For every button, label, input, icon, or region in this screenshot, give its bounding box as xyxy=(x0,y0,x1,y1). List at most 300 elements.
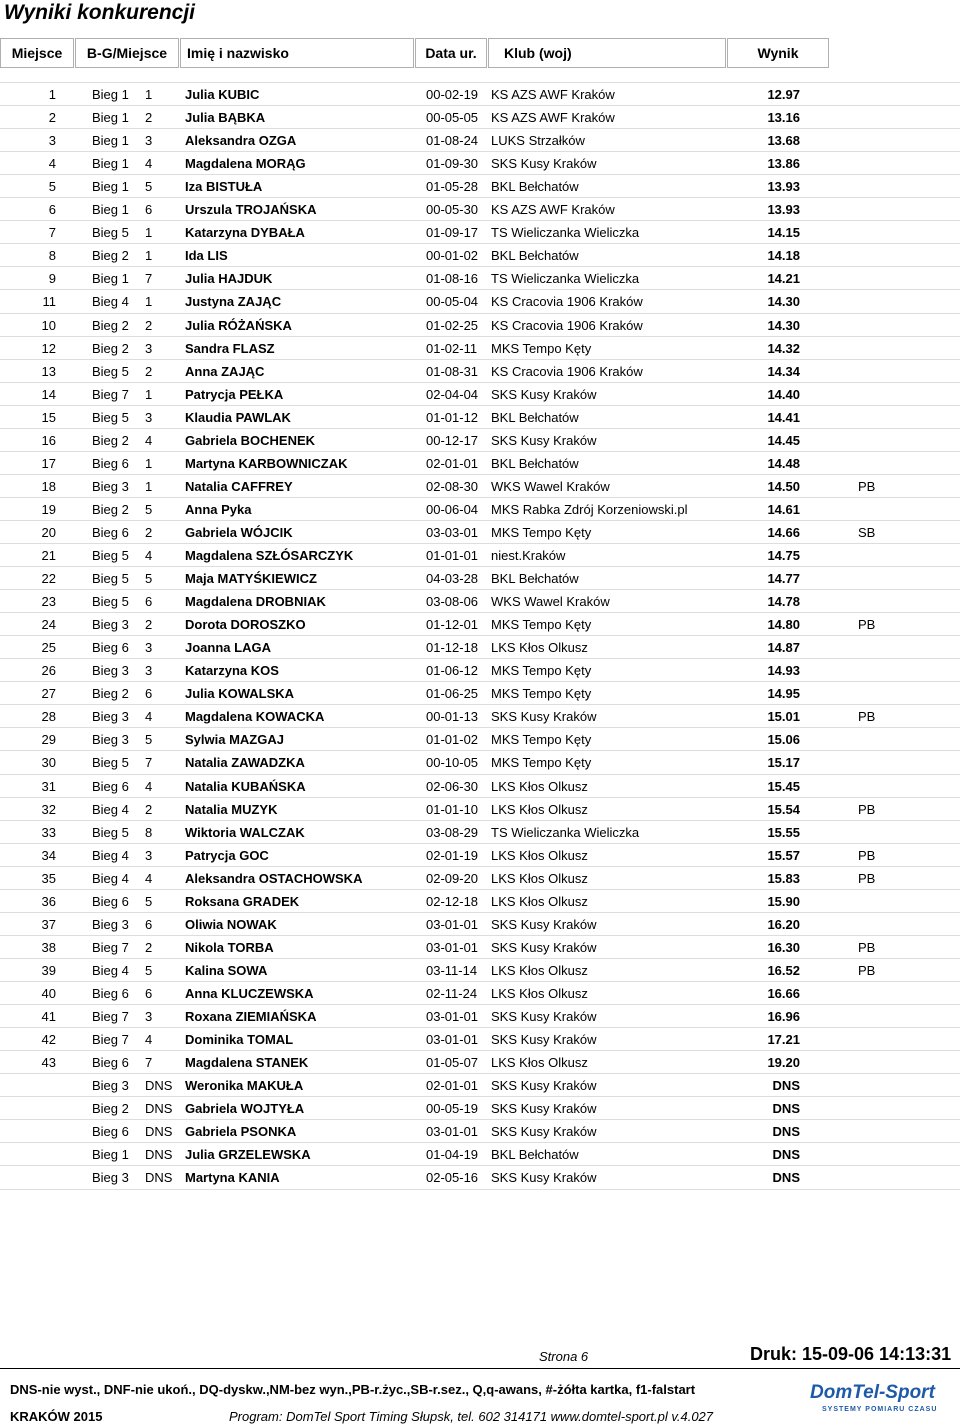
birth-date-cell: 02-05-16 xyxy=(426,1170,479,1185)
birth-date-cell: 02-01-01 xyxy=(426,1078,479,1093)
print-timestamp: Druk: 15-09-06 14:13:31 xyxy=(750,1344,952,1364)
table-row xyxy=(0,105,960,129)
heat-cell: Bieg 2 xyxy=(92,433,129,448)
athlete-name-cell: Wiktoria WALCZAK xyxy=(185,825,305,840)
table-row xyxy=(0,1165,960,1190)
table-row xyxy=(0,197,960,221)
heat-cell: Bieg 4 xyxy=(92,963,129,978)
result-cell: 14.34 xyxy=(767,364,800,379)
heat-cell: Bieg 5 xyxy=(92,548,129,563)
birth-date-cell: 01-04-19 xyxy=(426,1147,479,1162)
page-number: Strona 6 xyxy=(539,1349,589,1364)
record-note-cell: PB xyxy=(858,963,876,978)
club-cell: LKS Kłos Olkusz xyxy=(491,963,588,978)
birth-date-cell: 00-05-19 xyxy=(426,1101,479,1116)
heat-cell: Bieg 5 xyxy=(92,594,129,609)
result-cell: DNS xyxy=(772,1101,800,1116)
lane-cell: 6 xyxy=(145,202,153,217)
heat-cell: Bieg 1 xyxy=(92,179,129,194)
birth-date-cell: 01-08-31 xyxy=(426,364,479,379)
lane-cell: 2 xyxy=(145,940,153,955)
birth-date-cell: 02-12-18 xyxy=(426,894,479,909)
result-cell: 14.18 xyxy=(767,248,800,263)
athlete-name-cell: Magdalena DROBNIAK xyxy=(185,594,326,609)
athlete-name-cell: Sylwia MAZGAJ xyxy=(185,732,284,747)
athlete-name-cell: Julia KOWALSKA xyxy=(185,686,295,701)
club-cell: MKS Rabka Zdrój Korzeniowski.pl xyxy=(491,502,688,517)
result-cell: DNS xyxy=(772,1124,800,1139)
club-cell: MKS Tempo Kęty xyxy=(491,732,592,747)
lane-cell: 3 xyxy=(145,640,153,655)
club-cell: LKS Kłos Olkusz xyxy=(491,802,588,817)
table-row xyxy=(0,797,960,821)
birth-date-cell: 03-01-01 xyxy=(426,1124,479,1139)
result-cell: 14.30 xyxy=(767,294,800,309)
athlete-name-cell: Roksana GRADEK xyxy=(185,894,300,909)
table-row xyxy=(0,451,960,475)
heat-cell: Bieg 1 xyxy=(92,110,129,125)
result-cell: 14.75 xyxy=(767,548,800,563)
record-note-cell: PB xyxy=(858,479,876,494)
lane-cell: 4 xyxy=(145,548,153,563)
lane-cell: 3 xyxy=(145,410,153,425)
table-row xyxy=(0,935,960,959)
club-cell: TS Wieliczanka Wieliczka xyxy=(491,271,640,286)
lane-cell: 1 xyxy=(145,387,153,402)
lane-cell: 1 xyxy=(145,479,153,494)
athlete-name-cell: Natalia CAFFREY xyxy=(185,479,293,494)
club-cell: MKS Tempo Kęty xyxy=(491,663,592,678)
club-cell: SKS Kusy Kraków xyxy=(491,940,597,955)
lane-cell: 7 xyxy=(145,1055,153,1070)
result-cell: 16.30 xyxy=(767,940,800,955)
footer-divider xyxy=(0,1368,960,1369)
result-cell: 14.77 xyxy=(767,571,800,586)
table-row xyxy=(0,359,960,383)
birth-date-cell: 00-05-04 xyxy=(426,294,479,309)
heat-cell: Bieg 1 xyxy=(92,202,129,217)
table-row xyxy=(0,1142,960,1166)
result-cell: 16.20 xyxy=(767,917,800,932)
table-row xyxy=(0,336,960,360)
heat-cell: Bieg 1 xyxy=(92,87,129,102)
club-cell: BKL Bełchatów xyxy=(491,410,579,425)
birth-date-cell: 01-01-10 xyxy=(426,802,479,817)
place-cell: 3 xyxy=(48,133,56,148)
athlete-name-cell: Aleksandra OSTACHOWSKA xyxy=(185,871,363,886)
birth-date-cell: 01-08-24 xyxy=(426,133,479,148)
birth-date-cell: 01-09-30 xyxy=(426,156,479,171)
heat-cell: Bieg 2 xyxy=(92,502,129,517)
lane-cell: 8 xyxy=(145,825,153,840)
result-cell: 16.96 xyxy=(767,1009,800,1024)
heat-cell: Bieg 6 xyxy=(92,894,129,909)
club-cell: LUKS Strzałków xyxy=(491,133,585,148)
heat-cell: Bieg 5 xyxy=(92,571,129,586)
heat-cell: Bieg 6 xyxy=(92,986,129,1001)
heat-cell: Bieg 6 xyxy=(92,640,129,655)
table-row xyxy=(0,635,960,659)
table-row xyxy=(0,174,960,198)
place-cell: 19 xyxy=(41,502,56,517)
result-cell: DNS xyxy=(772,1078,800,1093)
place-cell: 9 xyxy=(48,271,56,286)
club-cell: SKS Kusy Kraków xyxy=(491,709,597,724)
domtel-logo xyxy=(810,1382,950,1424)
lane-cell: 3 xyxy=(145,341,153,356)
club-cell: KS AZS AWF Kraków xyxy=(491,110,615,125)
club-cell: SKS Kusy Kraków xyxy=(491,433,597,448)
table-row xyxy=(0,520,960,544)
birth-date-cell: 03-01-01 xyxy=(426,917,479,932)
birth-date-cell: 01-01-02 xyxy=(426,732,479,747)
birth-date-cell: 01-05-07 xyxy=(426,1055,479,1070)
lane-cell: DNS xyxy=(145,1170,173,1185)
athlete-name-cell: Magdalena KOWACKA xyxy=(185,709,325,724)
lane-cell: 6 xyxy=(145,986,153,1001)
athlete-name-cell: Magdalena STANEK xyxy=(185,1055,309,1070)
result-cell: 15.55 xyxy=(767,825,800,840)
birth-date-cell: 03-08-06 xyxy=(426,594,479,609)
result-cell: 14.40 xyxy=(767,387,800,402)
heat-cell: Bieg 7 xyxy=(92,1032,129,1047)
heat-cell: Bieg 3 xyxy=(92,617,129,632)
club-cell: KS AZS AWF Kraków xyxy=(491,202,615,217)
athlete-name-cell: Joanna LAGA xyxy=(185,640,271,655)
heat-cell: Bieg 3 xyxy=(92,663,129,678)
result-cell: 17.21 xyxy=(767,1032,800,1047)
birth-date-cell: 01-06-12 xyxy=(426,663,479,678)
birth-date-cell: 00-01-13 xyxy=(426,709,479,724)
result-cell: 15.54 xyxy=(767,802,800,817)
birth-date-cell: 02-06-30 xyxy=(426,779,479,794)
club-cell: BKL Bełchatów xyxy=(491,248,579,263)
result-cell: 15.83 xyxy=(767,871,800,886)
table-row xyxy=(0,474,960,498)
club-cell: niest.Kraków xyxy=(491,548,566,563)
heat-cell: Bieg 2 xyxy=(92,248,129,263)
club-cell: LKS Kłos Olkusz xyxy=(491,779,588,794)
place-cell: 17 xyxy=(41,456,56,471)
table-row xyxy=(0,82,960,106)
record-note-cell: PB xyxy=(858,802,876,817)
table-row xyxy=(0,382,960,406)
heat-cell: Bieg 3 xyxy=(92,1170,129,1185)
heat-cell: Bieg 2 xyxy=(92,686,129,701)
place-cell: 21 xyxy=(41,548,56,563)
heat-cell: Bieg 3 xyxy=(92,479,129,494)
birth-date-cell: 01-06-25 xyxy=(426,686,479,701)
column-header-result: Wynik xyxy=(727,38,829,68)
club-cell: LKS Kłos Olkusz xyxy=(491,1055,588,1070)
heat-cell: Bieg 3 xyxy=(92,1078,129,1093)
club-cell: MKS Tempo Kęty xyxy=(491,525,592,540)
result-cell: 13.86 xyxy=(767,156,800,171)
table-row xyxy=(0,1073,960,1097)
birth-date-cell: 00-05-05 xyxy=(426,110,479,125)
place-cell: 12 xyxy=(41,341,56,356)
club-cell: MKS Tempo Kęty xyxy=(491,686,592,701)
place-cell: 36 xyxy=(41,894,56,909)
club-cell: LKS Kłos Olkusz xyxy=(491,986,588,1001)
club-cell: SKS Kusy Kraków xyxy=(491,1101,597,1116)
club-cell: MKS Tempo Kęty xyxy=(491,755,592,770)
table-row xyxy=(0,750,960,774)
lane-cell: 4 xyxy=(145,871,153,886)
table-row xyxy=(0,1096,960,1120)
athlete-name-cell: Patrycja GOC xyxy=(185,848,269,863)
lane-cell: 7 xyxy=(145,271,153,286)
athlete-name-cell: Iza BISTUŁA xyxy=(185,179,263,194)
athlete-name-cell: Justyna ZAJĄC xyxy=(185,294,282,309)
result-cell: 14.48 xyxy=(767,456,800,471)
heat-cell: Bieg 5 xyxy=(92,225,129,240)
place-cell: 41 xyxy=(41,1009,56,1024)
table-row xyxy=(0,243,960,267)
athlete-name-cell: Anna ZAJĄC xyxy=(185,364,265,379)
place-cell: 5 xyxy=(48,179,56,194)
club-cell: BKL Bełchatów xyxy=(491,1147,579,1162)
result-cell: 14.93 xyxy=(767,663,800,678)
heat-cell: Bieg 4 xyxy=(92,848,129,863)
result-cell: 14.50 xyxy=(767,479,800,494)
table-row xyxy=(0,220,960,244)
athlete-name-cell: Anna KLUCZEWSKA xyxy=(185,986,314,1001)
birth-date-cell: 01-12-01 xyxy=(426,617,479,632)
place-cell: 37 xyxy=(41,917,56,932)
record-note-cell: PB xyxy=(858,871,876,886)
place-cell: 22 xyxy=(41,571,56,586)
result-cell: 12.97 xyxy=(767,87,800,102)
place-cell: 34 xyxy=(41,848,56,863)
result-cell: 19.20 xyxy=(767,1055,800,1070)
table-row xyxy=(0,843,960,867)
place-cell: 28 xyxy=(41,709,56,724)
athlete-name-cell: Martyna KARBOWNICZAK xyxy=(185,456,348,471)
heat-cell: Bieg 1 xyxy=(92,271,129,286)
birth-date-cell: 01-02-11 xyxy=(426,341,478,356)
birth-date-cell: 03-01-01 xyxy=(426,940,479,955)
place-cell: 16 xyxy=(41,433,56,448)
club-cell: SKS Kusy Kraków xyxy=(491,1032,597,1047)
result-cell: DNS xyxy=(772,1170,800,1185)
table-row xyxy=(0,428,960,452)
heat-cell: Bieg 2 xyxy=(92,341,129,356)
result-cell: 14.21 xyxy=(767,271,800,286)
lane-cell: 2 xyxy=(145,617,153,632)
athlete-name-cell: Gabriela BOCHENEK xyxy=(185,433,316,448)
athlete-name-cell: Julia GRZELEWSKA xyxy=(185,1147,311,1162)
lane-cell: 1 xyxy=(145,87,153,102)
place-cell: 43 xyxy=(41,1055,56,1070)
heat-cell: Bieg 7 xyxy=(92,387,129,402)
place-cell: 2 xyxy=(48,110,56,125)
lane-cell: 2 xyxy=(145,802,153,817)
lane-cell: 5 xyxy=(145,963,153,978)
program-credit: Program: DomTel Sport Timing Słupsk, tel. 602 314171 www.domtel-sport.pl v.4.027 xyxy=(229,1409,714,1424)
result-cell: 15.06 xyxy=(767,732,800,747)
heat-cell: Bieg 4 xyxy=(92,871,129,886)
place-cell: 7 xyxy=(48,225,56,240)
table-row xyxy=(0,681,960,705)
athlete-name-cell: Nikola TORBA xyxy=(185,940,274,955)
heat-cell: Bieg 7 xyxy=(92,1009,129,1024)
athlete-name-cell: Natalia KUBAŃSKA xyxy=(185,779,306,794)
place-cell: 6 xyxy=(48,202,56,217)
athlete-name-cell: Julia BĄBKA xyxy=(185,110,266,125)
table-row xyxy=(0,128,960,152)
birth-date-cell: 01-08-16 xyxy=(426,271,479,286)
heat-cell: Bieg 6 xyxy=(92,779,129,794)
place-cell: 14 xyxy=(41,387,56,402)
club-cell: SKS Kusy Kraków xyxy=(491,387,597,402)
heat-cell: Bieg 1 xyxy=(92,1147,129,1162)
club-cell: TS Wieliczanka Wieliczka xyxy=(491,225,640,240)
lane-cell: 1 xyxy=(145,294,153,309)
heat-cell: Bieg 6 xyxy=(92,1124,129,1139)
place-cell: 33 xyxy=(41,825,56,840)
athlete-name-cell: Julia RÓŻAŃSKA xyxy=(185,318,292,333)
club-cell: SKS Kusy Kraków xyxy=(491,1124,597,1139)
lane-cell: 4 xyxy=(145,1032,153,1047)
result-cell: 16.66 xyxy=(767,986,800,1001)
record-note-cell: PB xyxy=(858,617,876,632)
result-cell: 14.45 xyxy=(767,433,800,448)
athlete-name-cell: Dorota DOROSZKO xyxy=(185,617,306,632)
result-cell: 13.16 xyxy=(767,110,800,125)
result-cell: 14.15 xyxy=(767,225,800,240)
athlete-name-cell: Sandra FLASZ xyxy=(185,341,275,356)
page-title: Wyniki konkurencji xyxy=(4,1,195,24)
place-cell: 31 xyxy=(41,779,56,794)
lane-cell: DNS xyxy=(145,1101,173,1116)
place-cell: 38 xyxy=(41,940,56,955)
table-row xyxy=(0,912,960,936)
result-cell: 14.32 xyxy=(767,341,800,356)
athlete-name-cell: Weronika MAKUŁA xyxy=(185,1078,304,1093)
lane-cell: 2 xyxy=(145,110,153,125)
birth-date-cell: 01-01-12 xyxy=(426,410,479,425)
result-cell: 13.93 xyxy=(767,179,800,194)
club-cell: BKL Bełchatów xyxy=(491,571,579,586)
place-cell: 11 xyxy=(42,294,56,309)
heat-cell: Bieg 5 xyxy=(92,755,129,770)
table-row xyxy=(0,289,960,313)
heat-cell: Bieg 3 xyxy=(92,709,129,724)
column-header-name: Imię i nazwisko xyxy=(180,38,414,68)
athlete-name-cell: Maja MATYŚKIEWICZ xyxy=(185,571,317,586)
club-cell: KS AZS AWF Kraków xyxy=(491,87,615,102)
place-cell: 15 xyxy=(41,410,56,425)
table-row xyxy=(0,497,960,521)
heat-cell: Bieg 7 xyxy=(92,940,129,955)
place-cell: 35 xyxy=(41,871,56,886)
athlete-name-cell: Anna Pyka xyxy=(185,502,252,517)
column-header-date: Data ur. xyxy=(415,38,487,68)
result-cell: 15.17 xyxy=(767,755,800,770)
place-cell: 8 xyxy=(48,248,56,263)
lane-cell: 5 xyxy=(145,571,153,586)
table-row xyxy=(0,313,960,337)
heat-cell: Bieg 4 xyxy=(92,802,129,817)
club-cell: LKS Kłos Olkusz xyxy=(491,871,588,886)
athlete-name-cell: Ida LIS xyxy=(185,248,228,263)
table-row xyxy=(0,774,960,798)
birth-date-cell: 03-11-14 xyxy=(426,963,478,978)
heat-cell: Bieg 5 xyxy=(92,410,129,425)
athlete-name-cell: Gabriela WÓJCIK xyxy=(185,525,293,540)
result-cell: 16.52 xyxy=(767,963,800,978)
club-cell: SKS Kusy Kraków xyxy=(491,156,597,171)
lane-cell: 1 xyxy=(145,248,153,263)
lane-cell: 4 xyxy=(145,779,153,794)
heat-cell: Bieg 1 xyxy=(92,133,129,148)
column-header-club: Klub (woj) xyxy=(488,38,726,68)
place-cell: 13 xyxy=(41,364,56,379)
result-cell: 15.57 xyxy=(767,848,800,863)
birth-date-cell: 01-09-17 xyxy=(426,225,479,240)
place-cell: 26 xyxy=(41,663,56,678)
heat-cell: Bieg 4 xyxy=(92,294,129,309)
table-row xyxy=(0,1119,960,1143)
athlete-name-cell: Julia HAJDUK xyxy=(185,271,273,286)
lane-cell: 6 xyxy=(145,917,153,932)
lane-cell: 4 xyxy=(145,433,153,448)
heat-cell: Bieg 2 xyxy=(92,318,129,333)
club-cell: KS Cracovia 1906 Kraków xyxy=(491,318,643,333)
column-header-heat: B-G/Miejsce xyxy=(75,38,179,68)
lane-cell: 5 xyxy=(145,502,153,517)
table-row xyxy=(0,612,960,636)
heat-cell: Bieg 5 xyxy=(92,364,129,379)
heat-cell: Bieg 3 xyxy=(92,732,129,747)
athlete-name-cell: Katarzyna DYBAŁA xyxy=(185,225,305,240)
logo-wordmark: DomTel-Sport xyxy=(810,1382,935,1403)
club-cell: SKS Kusy Kraków xyxy=(491,1078,597,1093)
lane-cell: 1 xyxy=(145,225,153,240)
birth-date-cell: 03-01-01 xyxy=(426,1009,479,1024)
result-cell: 14.41 xyxy=(767,410,800,425)
birth-date-cell: 03-03-01 xyxy=(426,525,479,540)
birth-date-cell: 00-06-04 xyxy=(426,502,479,517)
athlete-name-cell: Julia KUBIC xyxy=(185,87,260,102)
result-cell: DNS xyxy=(772,1147,800,1162)
birth-date-cell: 02-08-30 xyxy=(426,479,479,494)
birth-date-cell: 01-05-28 xyxy=(426,179,479,194)
birth-date-cell: 01-02-25 xyxy=(426,318,479,333)
athlete-name-cell: Gabriela WOJTYŁA xyxy=(185,1101,305,1116)
athlete-name-cell: Katarzyna KOS xyxy=(185,663,279,678)
abbreviation-legend: DNS-nie wyst., DNF-nie ukoń., DQ-dyskw.,NM-bez wyn.,PB-r.życ.,SB-r.sez., Q,q-awans, #-żółta kartka, f1-falstart xyxy=(10,1382,696,1397)
record-note-cell: PB xyxy=(858,709,876,724)
club-cell: LKS Kłos Olkusz xyxy=(491,848,588,863)
place-cell: 30 xyxy=(41,755,56,770)
lane-cell: 2 xyxy=(145,318,153,333)
table-row xyxy=(0,589,960,613)
club-cell: LKS Kłos Olkusz xyxy=(491,640,588,655)
place-cell: 10 xyxy=(41,318,56,333)
club-cell: MKS Tempo Kęty xyxy=(491,617,592,632)
heat-cell: Bieg 6 xyxy=(92,456,129,471)
page-footer xyxy=(0,1340,960,1427)
club-cell: LKS Kłos Olkusz xyxy=(491,894,588,909)
lane-cell: 3 xyxy=(145,133,153,148)
logo-tagline: SYSTEMY POMIARU CZASU xyxy=(822,1406,938,1413)
result-cell: 14.78 xyxy=(767,594,800,609)
heat-cell: Bieg 6 xyxy=(92,525,129,540)
result-cell: 15.45 xyxy=(767,779,800,794)
lane-cell: 4 xyxy=(145,156,153,171)
